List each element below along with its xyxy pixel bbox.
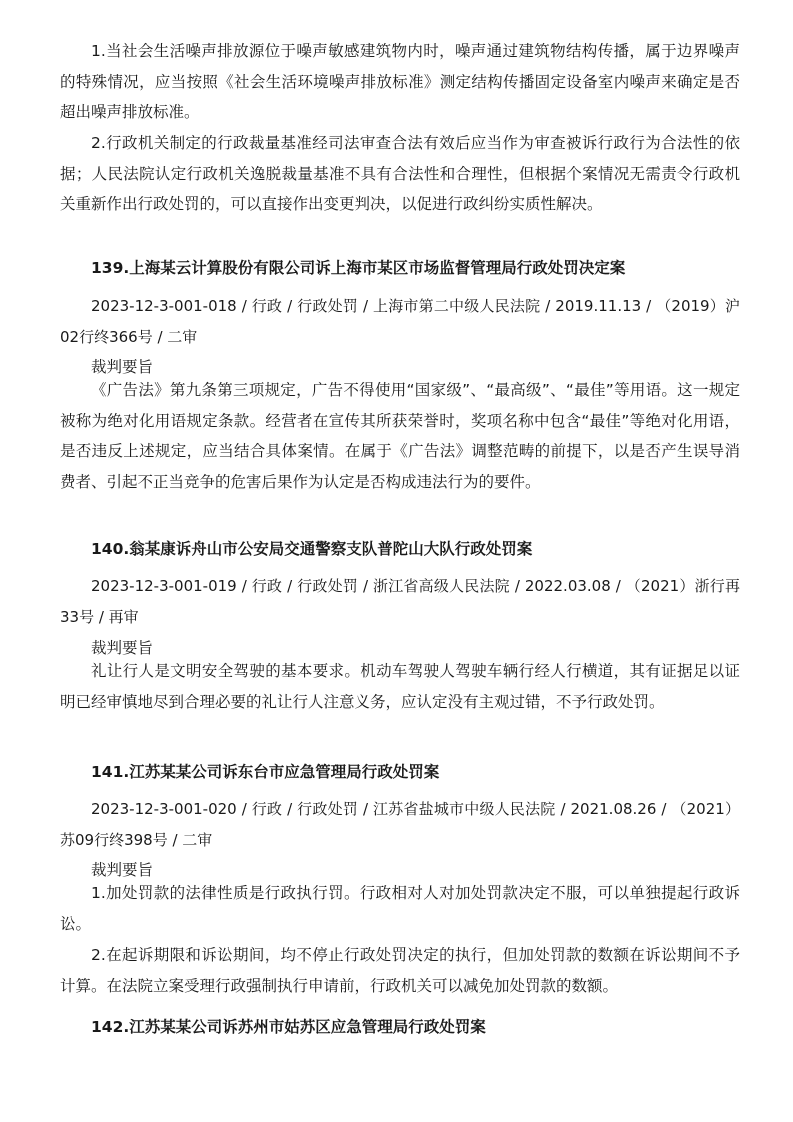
case-140-label: 裁判要旨 — [91, 639, 154, 657]
case-140-title: 140.翁某康诉舟山市公安局交通警察支队普陀山大队行政处罚案 — [91, 540, 533, 558]
case-139-label: 裁判要旨 — [91, 358, 154, 376]
case-141-label: 裁判要旨 — [91, 861, 154, 879]
case-139-point-1: 《广告法》第九条第三项规定，广告不得使用“国家级”、“最高级”、“最佳”等用语。这一规定被称为绝对化用语规定条款。经营者在宣传其所获荣誉时，奖项名称中包含“最佳”等绝对化用语，是否违反上述规定，应当结合具体案情。在属于《广告法》调整范畴的前提下，以是否产生误导消费者、引起不正当竞争的危害后果作为认定是否构成违法行为的要件。 — [60, 381, 740, 491]
case-141-title: 141.江苏某某公司诉东台市应急管理局行政处罚案 — [91, 763, 440, 781]
case-141-point-1: 1.加处罚款的法律性质是行政执行罚。行政相对人对加处罚款决定不服，可以单独提起行政诉讼。 — [60, 884, 740, 933]
case-139-meta: 2023-12-3-001-018 / 行政 / 行政处罚 / 上海市第二中级人民法院 / 2019.11.13 / （2019）沪02行终366号 / 二审 — [60, 297, 740, 346]
case-142-title: 142.江苏某某公司诉苏州市姑苏区应急管理局行政处罚案 — [91, 1018, 486, 1036]
case-140-meta: 2023-12-3-001-019 / 行政 / 行政处罚 / 浙江省高级人民法院 / 2022.03.08 / （2021）浙行再33号 / 再审 — [60, 577, 740, 626]
intro-paragraph-1: 1.当社会生活噪声排放源位于噪声敏感建筑物内时，噪声通过建筑物结构传播，属于边界噪声的特殊情况，应当按照《社会生活环境噪声排放标准》测定结构传播固定设备室内噪声来确定是否超出噪声排放标准。 — [60, 42, 740, 121]
case-139-title: 139.上海某云计算股份有限公司诉上海市某区市场监督管理局行政处罚决定案 — [91, 259, 626, 277]
case-141-point-2: 2.在起诉期限和诉讼期间，均不停止行政处罚决定的执行，但加处罚款的数额在诉讼期间不予计算。在法院立案受理行政强制执行申请前，行政机关可以减免加处罚款的数额。 — [60, 946, 740, 995]
case-140-point-1: 礼让行人是文明安全驾驶的基本要求。机动车驾驶人驾驶车辆行经人行横道，其有证据足以证明已经审慎地尽到合理必要的礼让行人注意义务，应认定没有主观过错，不予行政处罚。 — [60, 662, 740, 711]
intro-paragraph-2: 2.行政机关制定的行政裁量基准经司法审查合法有效后应当作为审查被诉行政行为合法性的依据；人民法院认定行政机关逸脱裁量基准不具有合法性和合理性，但根据个案情况无需责令行政机关重新作出行政处罚的，可以直接作出变更判决，以促进行政纠纷实质性解决。 — [60, 134, 740, 213]
case-141-meta: 2023-12-3-001-020 / 行政 / 行政处罚 / 江苏省盐城市中级人民法院 / 2021.08.26 / （2021）苏09行终398号 / 二审 — [60, 800, 740, 849]
